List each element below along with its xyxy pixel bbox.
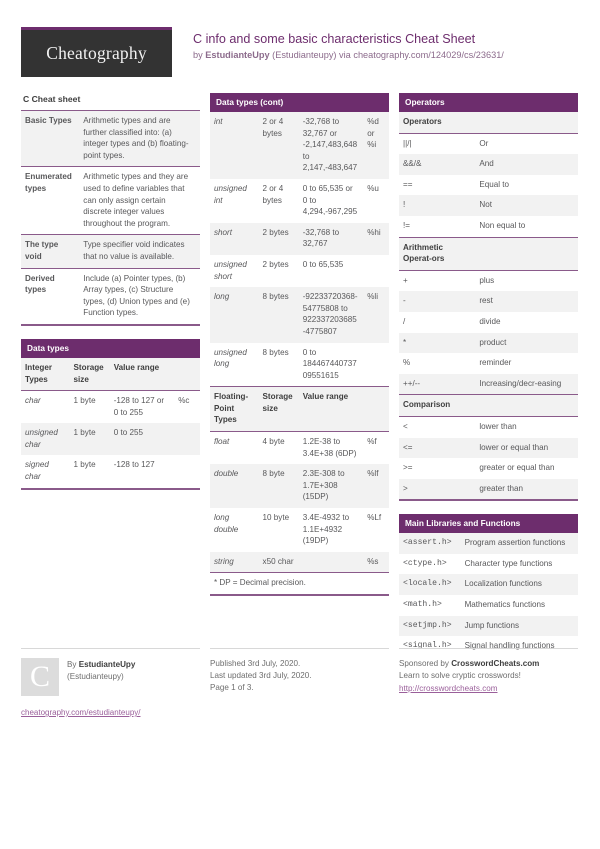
author-block xyxy=(21,658,200,696)
table-row xyxy=(399,312,578,333)
byline-author: EstudianteUpy xyxy=(205,50,270,60)
cell-operator: == xyxy=(399,175,475,196)
table-row xyxy=(210,552,389,573)
cell-operator: / xyxy=(399,312,475,333)
table-row xyxy=(21,111,200,167)
block-bottom-rule xyxy=(399,499,578,501)
cell-meaning: Equal to xyxy=(475,175,578,196)
table-data-types xyxy=(21,358,200,488)
cell-value: Arithmetic types and are further classified into: (a) integer types and (b) floating-point types. xyxy=(79,111,200,167)
block-bottom-rule xyxy=(21,488,200,490)
table-subheader-row xyxy=(399,112,578,133)
avatar: C xyxy=(21,658,59,696)
column-3 xyxy=(399,93,578,670)
cell-size: 2 or 4 bytes xyxy=(259,179,299,223)
logo-text: Cheatography xyxy=(46,43,147,63)
block-title-main-libraries: Main Libraries and Functions xyxy=(399,514,578,533)
col-header-format xyxy=(363,387,389,432)
cell-key: The type void xyxy=(21,235,79,268)
table-row xyxy=(210,223,389,255)
sponsor-prefix: Sponsored by xyxy=(399,659,452,668)
table-row xyxy=(210,287,389,342)
sponsor-line xyxy=(399,658,578,670)
col-header-storage-size: Storage size xyxy=(259,387,299,432)
table-row xyxy=(399,175,578,196)
footer-author-column xyxy=(21,648,200,719)
cell-format xyxy=(174,455,200,487)
cell-format: %c xyxy=(174,391,200,424)
column-1 xyxy=(21,93,200,503)
cell-size: 2 bytes xyxy=(259,255,299,287)
block-title-c-cheat-sheet: C Cheat sheet xyxy=(21,93,200,111)
cell-meaning: Non equal to xyxy=(475,216,578,237)
cell-value: Type specifier void indicates that no value is available. xyxy=(79,235,200,268)
table-row xyxy=(399,479,578,500)
block-title-data-types: Data types xyxy=(21,339,200,358)
page-number: Page 1 of 3. xyxy=(210,683,254,692)
cell-description: Localization functions xyxy=(461,574,578,595)
table-main-libraries xyxy=(399,533,578,657)
cell-type: int xyxy=(210,112,259,179)
cell-size: 1 byte xyxy=(70,455,110,487)
block-data-types-cont xyxy=(210,93,389,596)
cell-format: %s xyxy=(363,552,389,573)
cell-operator: - xyxy=(399,291,475,312)
table-subheader-row xyxy=(399,237,578,270)
cell-range: 3.4E-4932 to 1.1E+4932 (19DP) xyxy=(299,508,363,552)
table-c-cheat-sheet xyxy=(21,111,200,324)
cell-size: 2 bytes xyxy=(259,223,299,255)
cell-range: 0 to 255 xyxy=(110,423,174,455)
author-handle: (Estudianteupy) xyxy=(67,672,124,681)
subheader-comparison: Comparison xyxy=(399,395,475,417)
col-header-integer-types: Integer Types xyxy=(21,358,70,391)
cell-operator: > xyxy=(399,479,475,500)
cell-header-file: <ctype.h> xyxy=(399,554,461,575)
cell-range: 2.3E-308 to 1.7E+308 (15DP) xyxy=(299,464,363,508)
column-2 xyxy=(210,93,389,609)
cell-type: float xyxy=(210,432,259,465)
page-title: C info and some basic characteristics Cheat Sheet xyxy=(193,32,476,46)
page-header xyxy=(21,0,579,81)
table-row xyxy=(21,423,200,455)
cell-size: x50 char xyxy=(259,552,299,573)
col-header-floating-point-types: Floating-Point Types xyxy=(210,387,259,432)
cell-header-file: <locale.h> xyxy=(399,574,461,595)
cell-meaning: lower than xyxy=(475,416,578,437)
table-row xyxy=(399,416,578,437)
byline-prefix: by xyxy=(193,50,206,60)
block-title-data-types-cont: Data types (cont) xyxy=(210,93,389,112)
cell-type: signed char xyxy=(21,455,70,487)
cell-range: -128 to 127 or 0 to 255 xyxy=(110,391,174,424)
subheader-spacer xyxy=(475,112,578,133)
cell-meaning: lower or equal than xyxy=(475,438,578,459)
cell-type: unsigned int xyxy=(210,179,259,223)
cell-type: char xyxy=(21,391,70,424)
table-row xyxy=(21,455,200,487)
cell-meaning: rest xyxy=(475,291,578,312)
cell-size: 4 byte xyxy=(259,432,299,465)
cell-size: 10 byte xyxy=(259,508,299,552)
table-row xyxy=(399,595,578,616)
table-row xyxy=(399,574,578,595)
cell-format: %lf xyxy=(363,464,389,508)
table-row xyxy=(399,195,578,216)
table-subheader-row xyxy=(210,387,389,432)
cell-description: Signal handling functions xyxy=(461,636,578,657)
cell-type: long double xyxy=(210,508,259,552)
table-row xyxy=(21,235,200,268)
cell-description: Jump functions xyxy=(461,616,578,637)
cell-value: Arithmetic types and they are used to define variables that can only assign certain discrete integer values throughout the program. xyxy=(79,167,200,235)
block-operators xyxy=(399,93,578,501)
cell-size: 8 bytes xyxy=(259,343,299,387)
cell-size: 1 byte xyxy=(70,423,110,455)
cell-format: %d or %i xyxy=(363,112,389,179)
sponsor-tagline: Learn to solve cryptic crosswords! xyxy=(399,671,521,680)
cell-value: Include (a) Pointer types, (b) Array types, (c) Structure types, (d) Union types and (e) Function types. xyxy=(79,268,200,324)
cell-meaning: product xyxy=(475,333,578,354)
cell-type: unsigned short xyxy=(210,255,259,287)
cell-operator: + xyxy=(399,270,475,291)
table-subheader-row xyxy=(21,358,200,391)
cell-operator: * xyxy=(399,333,475,354)
subheader-spacer xyxy=(475,395,578,417)
cell-format: %li xyxy=(363,287,389,342)
table-operators xyxy=(399,112,578,499)
table-row xyxy=(399,270,578,291)
cell-type: long xyxy=(210,287,259,342)
col-header-value-range: Value range xyxy=(110,358,174,391)
table-row xyxy=(399,458,578,479)
cell-description: Character type functions xyxy=(461,554,578,575)
cell-meaning: plus xyxy=(475,270,578,291)
cell-range: -92233720368-54775808 to 922337203685-4775807 xyxy=(299,287,363,342)
cell-size: 8 byte xyxy=(259,464,299,508)
cell-meaning: reminder xyxy=(475,353,578,374)
cell-format: %hi xyxy=(363,223,389,255)
cell-meaning: And xyxy=(475,154,578,175)
subheader-spacer xyxy=(475,237,578,270)
cell-range: 0 to 65,535 xyxy=(299,255,363,287)
cell-operator: ||/| xyxy=(399,133,475,154)
cell-operator: ++/-- xyxy=(399,374,475,395)
table-row xyxy=(399,216,578,237)
cell-size: 1 byte xyxy=(70,391,110,424)
cell-format xyxy=(363,255,389,287)
author-name: EstudianteUpy xyxy=(78,660,136,669)
cell-size: 2 or 4 bytes xyxy=(259,112,299,179)
cell-type: string xyxy=(210,552,259,573)
table-row xyxy=(399,438,578,459)
cell-type: unsigned char xyxy=(21,423,70,455)
table-row xyxy=(21,167,200,235)
sponsor-name: CrosswordCheats.com xyxy=(451,659,540,668)
cell-header-file: <signal.h> xyxy=(399,636,461,657)
cell-description: Program assertion functions xyxy=(461,533,578,554)
block-data-types xyxy=(21,339,200,490)
block-main-libraries xyxy=(399,514,578,657)
cell-meaning: divide xyxy=(475,312,578,333)
cell-operator: % xyxy=(399,353,475,374)
block-title-operators: Operators xyxy=(399,93,578,112)
block-footnote: * DP = Decimal precision. xyxy=(210,572,389,596)
table-row xyxy=(399,333,578,354)
title-block xyxy=(172,27,504,62)
cell-operator: &&/& xyxy=(399,154,475,175)
author-lines xyxy=(67,658,135,683)
cell-meaning: greater than xyxy=(475,479,578,500)
cell-description: Mathematics functions xyxy=(461,595,578,616)
table-row xyxy=(210,112,389,179)
sponsor-link[interactable]: http://crosswordcheats.com xyxy=(399,684,498,693)
col-header-format xyxy=(174,358,200,391)
cell-size: 8 bytes xyxy=(259,287,299,342)
cell-format: %u xyxy=(363,179,389,223)
cell-range: -128 to 127 xyxy=(110,455,174,487)
byline-source: (Estudianteupy) via cheatography.com/124029/cs/23631/ xyxy=(269,50,504,60)
cell-operator: != xyxy=(399,216,475,237)
subheader-operators: Operators xyxy=(399,112,475,133)
table-row xyxy=(210,432,389,465)
cell-operator: <= xyxy=(399,438,475,459)
byline xyxy=(193,49,504,62)
cell-header-file: <assert.h> xyxy=(399,533,461,554)
cell-key: Enumerated types xyxy=(21,167,79,235)
block-c-cheat-sheet xyxy=(21,93,200,326)
cell-range: 0 to 65,535 or 0 to 4,294,-967,295 xyxy=(299,179,363,223)
author-byline xyxy=(67,659,135,671)
cell-key: Basic Types xyxy=(21,111,79,167)
table-row xyxy=(21,391,200,424)
cell-type: double xyxy=(210,464,259,508)
cell-key: Derived types xyxy=(21,268,79,324)
table-row xyxy=(399,133,578,154)
updated-date: Last updated 3rd July, 2020. xyxy=(210,671,312,680)
table-row xyxy=(210,255,389,287)
cell-meaning: Or xyxy=(475,133,578,154)
table-row xyxy=(210,464,389,508)
subheader-arithmetic-operators: Arithmetic Operat-ors xyxy=(399,237,475,270)
cell-range: 1.2E-38 to 3.4E+38 (6DP) xyxy=(299,432,363,465)
col-header-storage-size: Storage size xyxy=(70,358,110,391)
cell-operator: < xyxy=(399,416,475,437)
columns-container xyxy=(21,93,579,670)
page-footer xyxy=(21,648,579,719)
cell-range xyxy=(299,552,363,573)
author-by-prefix: By xyxy=(67,660,79,669)
footer-publish-column xyxy=(210,648,389,719)
table-row xyxy=(21,268,200,324)
cell-operator: >= xyxy=(399,458,475,479)
table-row xyxy=(210,343,389,387)
cell-operator: ! xyxy=(399,195,475,216)
cell-header-file: <math.h> xyxy=(399,595,461,616)
block-bottom-rule xyxy=(21,324,200,326)
cell-meaning: Not xyxy=(475,195,578,216)
cell-range: -32,768 to 32,767 or -2,147,483,648 to 2,147,-483,647 xyxy=(299,112,363,179)
cell-header-file: <setjmp.h> xyxy=(399,616,461,637)
footer-sponsor-column xyxy=(399,648,578,719)
table-row xyxy=(399,291,578,312)
cell-type: short xyxy=(210,223,259,255)
cell-meaning: Increasing/decr-easing xyxy=(475,374,578,395)
table-row xyxy=(399,533,578,554)
author-profile-link[interactable]: cheatography.com/estudianteupy/ xyxy=(21,708,141,717)
table-row xyxy=(399,154,578,175)
table-row xyxy=(399,353,578,374)
table-subheader-row xyxy=(399,395,578,417)
table-row xyxy=(210,179,389,223)
cell-format: %f xyxy=(363,432,389,465)
cell-range: -32,768 to 32,767 xyxy=(299,223,363,255)
cell-format xyxy=(174,423,200,455)
cell-format: %Lf xyxy=(363,508,389,552)
table-row xyxy=(399,616,578,637)
col-header-value-range: Value range xyxy=(299,387,363,432)
table-row xyxy=(399,554,578,575)
cell-range: 0 to 18446744073709551615 xyxy=(299,343,363,387)
cell-type: unsigned long xyxy=(210,343,259,387)
cell-format xyxy=(363,343,389,387)
table-data-types-cont xyxy=(210,112,389,572)
cheatography-logo[interactable] xyxy=(21,27,172,77)
table-row xyxy=(399,374,578,395)
table-row xyxy=(210,508,389,552)
published-date: Published 3rd July, 2020. xyxy=(210,659,301,668)
cell-meaning: greater or equal than xyxy=(475,458,578,479)
